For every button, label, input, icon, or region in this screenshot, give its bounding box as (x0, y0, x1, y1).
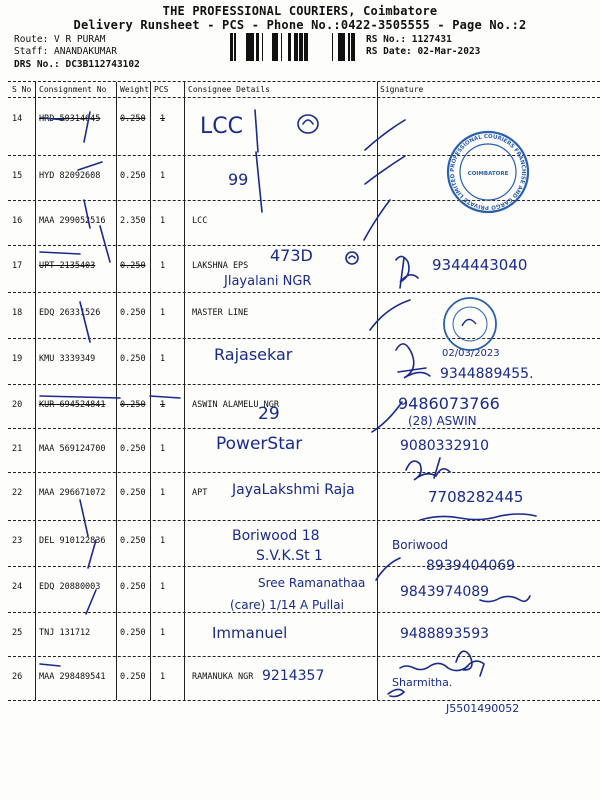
stamp-ring-text: PROFESSIONAL COURIERS FRANCHISE AND CARGO PRIVATE LIMITED (449, 133, 527, 211)
rs-number: RS No.: 1127431 (366, 34, 452, 45)
cell-sno: 14 (12, 114, 23, 124)
cell-consignee: LAKSHNA EPS (192, 261, 249, 271)
company-title: THE PROFESSIONAL COURIERS, Coimbatore (162, 4, 438, 18)
col-divider (35, 82, 36, 700)
cell-pcs: 1 (160, 536, 166, 546)
cell-consignment: EDQ 26331526 (39, 308, 101, 318)
hw-r26-extra: J5501490052 (446, 702, 520, 715)
col-weight: Weight (120, 85, 149, 94)
row-divider (8, 612, 600, 613)
cell-sno: 18 (12, 308, 23, 318)
hw-r15-note: 99 (228, 170, 249, 189)
hw-r24-a: Sree Ramanathaa (258, 576, 366, 590)
barcode-bar (294, 33, 295, 61)
barcode-bar (250, 33, 251, 61)
row-divider (8, 472, 600, 473)
barcode-bar (342, 33, 343, 61)
hw-r26-num: 9214357 (262, 668, 325, 684)
cell-sno: 26 (12, 672, 23, 682)
cell-sno: 23 (12, 536, 23, 546)
cell-sno: 17 (12, 261, 23, 271)
cell-weight: 2.350 (120, 216, 146, 226)
hw-r17-a: 473D (270, 246, 313, 265)
row-divider (8, 384, 600, 385)
hw-r24-b: (care) 1/14 A Pullai (230, 598, 344, 612)
cell-consignment: MAA 569124700 (39, 444, 106, 454)
barcode-bar (275, 33, 276, 61)
cell-sno: 16 (12, 216, 23, 226)
cell-weight: 0.250 (120, 582, 146, 592)
cell-sno: 20 (12, 400, 23, 410)
barcode-bar (351, 33, 352, 61)
svg-text:PROFESSIONAL COURIERS FRANCHIS (450, 134, 526, 210)
barcode-bar (272, 33, 275, 61)
col-consignment: Consignment No (39, 85, 107, 94)
cell-weight: 0.250 (120, 400, 146, 410)
barcode-bar (304, 33, 307, 61)
cell-consignment: KMU 3339349 (39, 354, 96, 364)
hw-r20-num: 29 (258, 404, 280, 424)
barcode-bar (288, 33, 291, 61)
hw-r22-phone: 7708282445 (428, 488, 524, 506)
hw-r20-note: (28) ASWIN (408, 414, 477, 428)
row-divider (8, 428, 600, 429)
cell-pcs: 1 (160, 354, 166, 364)
cell-weight: 0.250 (120, 628, 146, 638)
cell-sno: 22 (12, 488, 23, 498)
cell-sno: 19 (12, 354, 23, 364)
cell-weight: 0.250 (120, 171, 146, 181)
hw-r24-phone: 9843974089 (400, 584, 490, 600)
cell-consignee: LCC (192, 216, 208, 226)
header-bottom-rule (8, 97, 600, 98)
cell-pcs: 1 (160, 171, 166, 181)
cell-pcs: 1 (160, 216, 166, 226)
cell-consignment: TNJ 131712 (39, 628, 91, 638)
col-consignee: Consignee Details (188, 85, 270, 94)
cell-consignment: EDQ 20880003 (39, 582, 101, 592)
barcode-bar (343, 33, 345, 61)
small-stamp (444, 298, 496, 350)
stamp-center-text: COIMBATORE (467, 171, 509, 177)
cell-consignment: HYD 82092608 (39, 171, 101, 181)
cell-pcs: 1 (160, 582, 166, 592)
rs-date: RS Date: 02-Mar-2023 (366, 46, 481, 57)
hw-r26-sig: Sharmitha. (392, 676, 453, 689)
barcode-bar (307, 33, 308, 61)
hw-r19-name: Rajasekar (214, 345, 293, 364)
cell-sno: 21 (12, 444, 23, 454)
barcode-bar (295, 33, 298, 61)
cell-consignment: MAA 296671072 (39, 488, 106, 498)
hw-r14-name: LCC (200, 114, 243, 139)
cell-pcs: 1 (160, 488, 166, 498)
cell-weight: 0.250 (120, 114, 146, 124)
cell-weight: 0.250 (120, 536, 146, 546)
hw-r25-phone: 9488893593 (400, 626, 490, 642)
row-divider (8, 656, 600, 657)
barcode-bar (348, 33, 350, 61)
barcode-bar (235, 33, 236, 61)
cell-weight: 0.250 (120, 354, 146, 364)
cell-consignee: MASTER LINE (192, 308, 249, 318)
cell-weight: 0.250 (120, 308, 146, 318)
cell-consignee: ASWIN ALAMELU NGR (192, 400, 279, 410)
barcode-bar (256, 33, 259, 61)
col-divider (150, 82, 151, 700)
cell-weight: 0.250 (120, 672, 146, 682)
cell-sno: 24 (12, 582, 23, 592)
cell-sno: 25 (12, 628, 23, 638)
barcode-bar (246, 33, 248, 61)
drs-number: DRS No.: DC3B112743102 (14, 59, 140, 70)
barcode-bar (299, 33, 300, 61)
hw-r22-name: JayaLakshmi Raja (232, 482, 355, 498)
hw-r23-b: S.V.K.St 1 (256, 548, 323, 564)
row-divider (8, 155, 600, 156)
cell-consignee: RAMANUKA NGR (192, 672, 254, 682)
cell-consignee: APT (192, 488, 208, 498)
cell-weight: 0.250 (120, 261, 146, 271)
staff-label: Staff: ANANDAKUMAR (14, 46, 117, 57)
cell-pcs: 1 (160, 628, 166, 638)
hw-r19-phone: 9344889455. (440, 366, 534, 382)
hw-r20-phone: 9486073766 (398, 394, 500, 413)
barcode-bar (234, 33, 235, 61)
header-top-rule (8, 81, 600, 82)
cell-weight: 0.250 (120, 444, 146, 454)
runsheet-subtitle: Delivery Runsheet - PCS - Phone No.:0422-3505555 - Page No.:2 (73, 18, 527, 32)
hw-r17-phone: 9344443040 (432, 256, 528, 274)
hw-r21-phone: 9080332910 (400, 438, 490, 454)
cell-pcs: 1 (160, 114, 166, 124)
col-sno: S No (12, 85, 32, 94)
barcode-bar (276, 33, 278, 61)
row-divider (8, 700, 600, 701)
row-divider (8, 200, 600, 201)
barcode-bar (248, 33, 250, 61)
cell-consignment: MAA 298489541 (39, 672, 106, 682)
hw-r25-name: Immanuel (212, 624, 288, 642)
hw-r23-phone: 8939404069 (426, 558, 516, 574)
col-divider (184, 82, 185, 700)
cell-consignment: DEL 910122836 (39, 536, 106, 546)
runsheet-barcode (230, 33, 358, 61)
row-divider (8, 292, 600, 293)
cell-consignment: UPT 2135403 (39, 261, 96, 271)
cell-pcs: 1 (160, 261, 166, 271)
hw-r23-sig: Boriwood (392, 538, 448, 552)
cell-pcs: 1 (160, 400, 166, 410)
barcode-bar (340, 33, 342, 61)
cell-consignment: KUR 694524841 (39, 400, 106, 410)
cell-consignment: HRD 50314645 (39, 114, 101, 124)
col-divider (116, 82, 117, 700)
col-pcs: PCS (154, 85, 169, 94)
row-divider (8, 338, 600, 339)
barcode-bar (332, 33, 333, 61)
barcode-bar (300, 33, 303, 61)
barcode-bar (251, 33, 254, 61)
cell-weight: 0.250 (120, 488, 146, 498)
route-label: Route: V R PURAM (14, 34, 106, 45)
row-divider (8, 520, 600, 521)
hw-r21-name: PowerStar (216, 434, 303, 454)
hw-r17-b: Jlayalani NGR (224, 274, 312, 289)
cell-pcs: 1 (160, 308, 166, 318)
barcode-bar (230, 33, 233, 61)
col-divider (377, 82, 378, 700)
barcode-bar (262, 33, 263, 61)
cell-pcs: 1 (160, 672, 166, 682)
barcode-bar (352, 33, 355, 61)
cell-consignment: MAA 299052516 (39, 216, 106, 226)
hw-r19-date: 02/03/2023 (442, 348, 500, 359)
col-signature: Signature (380, 85, 424, 94)
hw-r23-a: Boriwood 18 (232, 528, 320, 544)
cell-pcs: 1 (160, 444, 166, 454)
barcode-bar (338, 33, 340, 61)
barcode-bar (281, 33, 282, 61)
cell-sno: 15 (12, 171, 23, 181)
